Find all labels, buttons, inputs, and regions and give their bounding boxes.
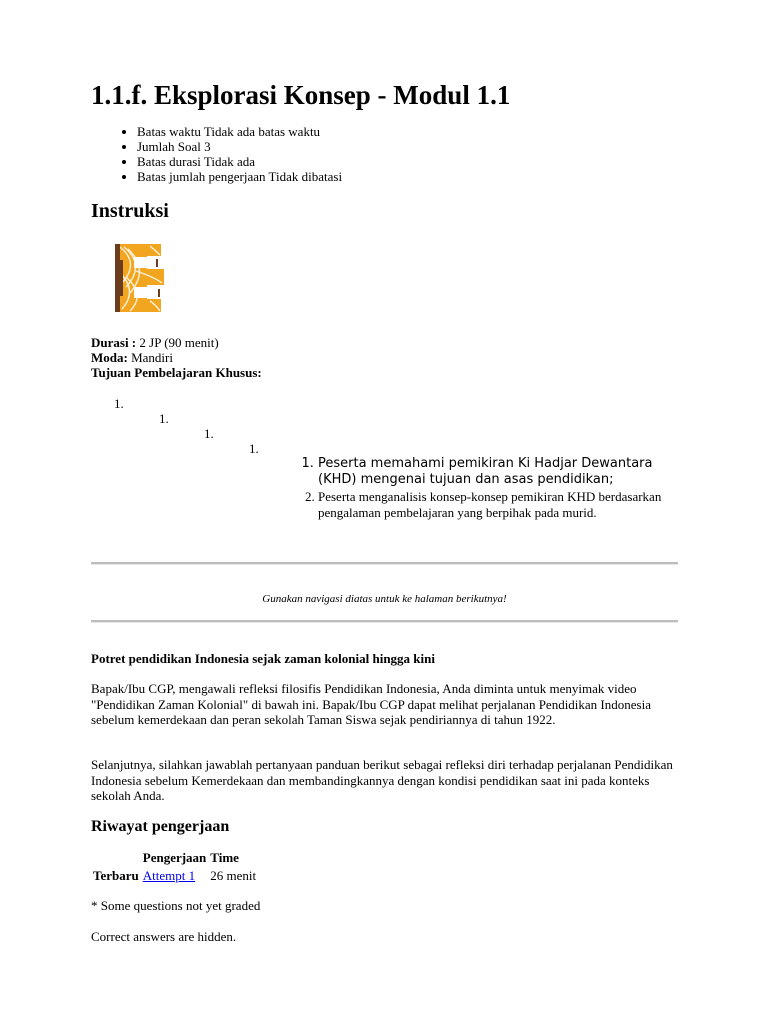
meta-item-question-count: • Jumlah Soal 3	[137, 139, 342, 154]
nested-number-1: 1.	[114, 396, 124, 411]
durasi-value: 2 JP (90 menit)	[139, 335, 219, 350]
attempt-cell	[141, 867, 209, 885]
nested-number-4: 1.	[249, 441, 259, 456]
attempt-link[interactable]: Attempt 1	[142, 868, 196, 883]
table-header-empty	[91, 849, 141, 867]
nested-number-2: 1.	[159, 411, 169, 426]
table-header-row	[91, 849, 258, 867]
table-header-time: Time	[210, 850, 239, 865]
answers-hidden-note: Correct answers are hidden.	[91, 929, 237, 944]
modul-logo-icon	[112, 243, 164, 313]
moda-value: Mandiri	[131, 350, 173, 365]
intro-paragraph: Bapak/Ibu CGP, mengawali refleksi filosifis Pendidikan Indonesia, Anda diminta untuk menyimak video "Pendidikan Zaman Kolonial" di bawah ini. Bapak/Ibu CGP dapat melihat perjalanan Pendidikan Indonesia sebelum kemerdekaan dan peran sekolah Taman Siswa sejak pendiriannya di tahun 1922.	[91, 681, 651, 727]
learning-goal-1: 1. Peserta memahami pemikiran Ki Hadjar Dewantara (KHD) mengenai tujuan dan asas pendidikan;	[318, 456, 688, 487]
instruction-paragraph: Selanjutnya, silahkan jawablah pertanyaan panduan berikut sebagai refleksi diri terhadap perjalanan Pendidikan Indonesia sebelum Kemerdekaan dan membandingkannya dengan kondisi pendidikan saat ini pada konteks sekolah Anda.	[91, 757, 673, 803]
learning-goals-list	[295, 456, 688, 520]
table-header-attempt: Pengerjaan	[142, 850, 207, 865]
navigation-note: Gunakan navigasi diatas untuk ke halaman berikutnya!	[262, 593, 507, 605]
page-title: 1.1.f. Eksplorasi Konsep - Modul 1.1	[91, 80, 511, 110]
section-title: Potret pendidikan Indonesia sejak zaman kolonial hingga kini	[91, 651, 435, 666]
nested-number-3: 1.	[204, 426, 214, 441]
durasi-line	[91, 335, 262, 350]
divider-top	[91, 562, 678, 565]
graded-note: * Some questions not yet graded	[91, 898, 261, 913]
meta-item-duration: • Batas durasi Tidak ada	[137, 154, 342, 169]
row-label-latest: Terbaru	[93, 868, 139, 883]
learning-goal-2: 2. Peserta menganalisis konsep-konsep pemikiran KHD berdasarkan pengalaman pembelajaran yang berpihak pada murid.	[318, 489, 688, 520]
durasi-label: Durasi :	[91, 335, 137, 350]
moda-label: Moda:	[91, 350, 128, 365]
riwayat-heading: Riwayat pengerjaan	[91, 818, 230, 835]
meta-item-attempts: • Batas jumlah pengerjaan Tidak dibatasi	[137, 169, 342, 184]
attempt-time: 26 menit	[210, 868, 257, 883]
table-row	[91, 867, 258, 885]
moda-line	[91, 350, 262, 365]
activity-info	[91, 335, 262, 380]
instruksi-heading: Instruksi	[91, 200, 169, 222]
quiz-meta-list	[91, 124, 342, 184]
meta-item-time-limit: • Batas waktu Tidak ada batas waktu	[137, 124, 342, 139]
tujuan-label: Tujuan Pembelajaran Khusus:	[91, 365, 262, 380]
attempt-history-table	[91, 849, 258, 885]
divider-bottom	[91, 620, 678, 623]
tujuan-line	[91, 365, 262, 380]
